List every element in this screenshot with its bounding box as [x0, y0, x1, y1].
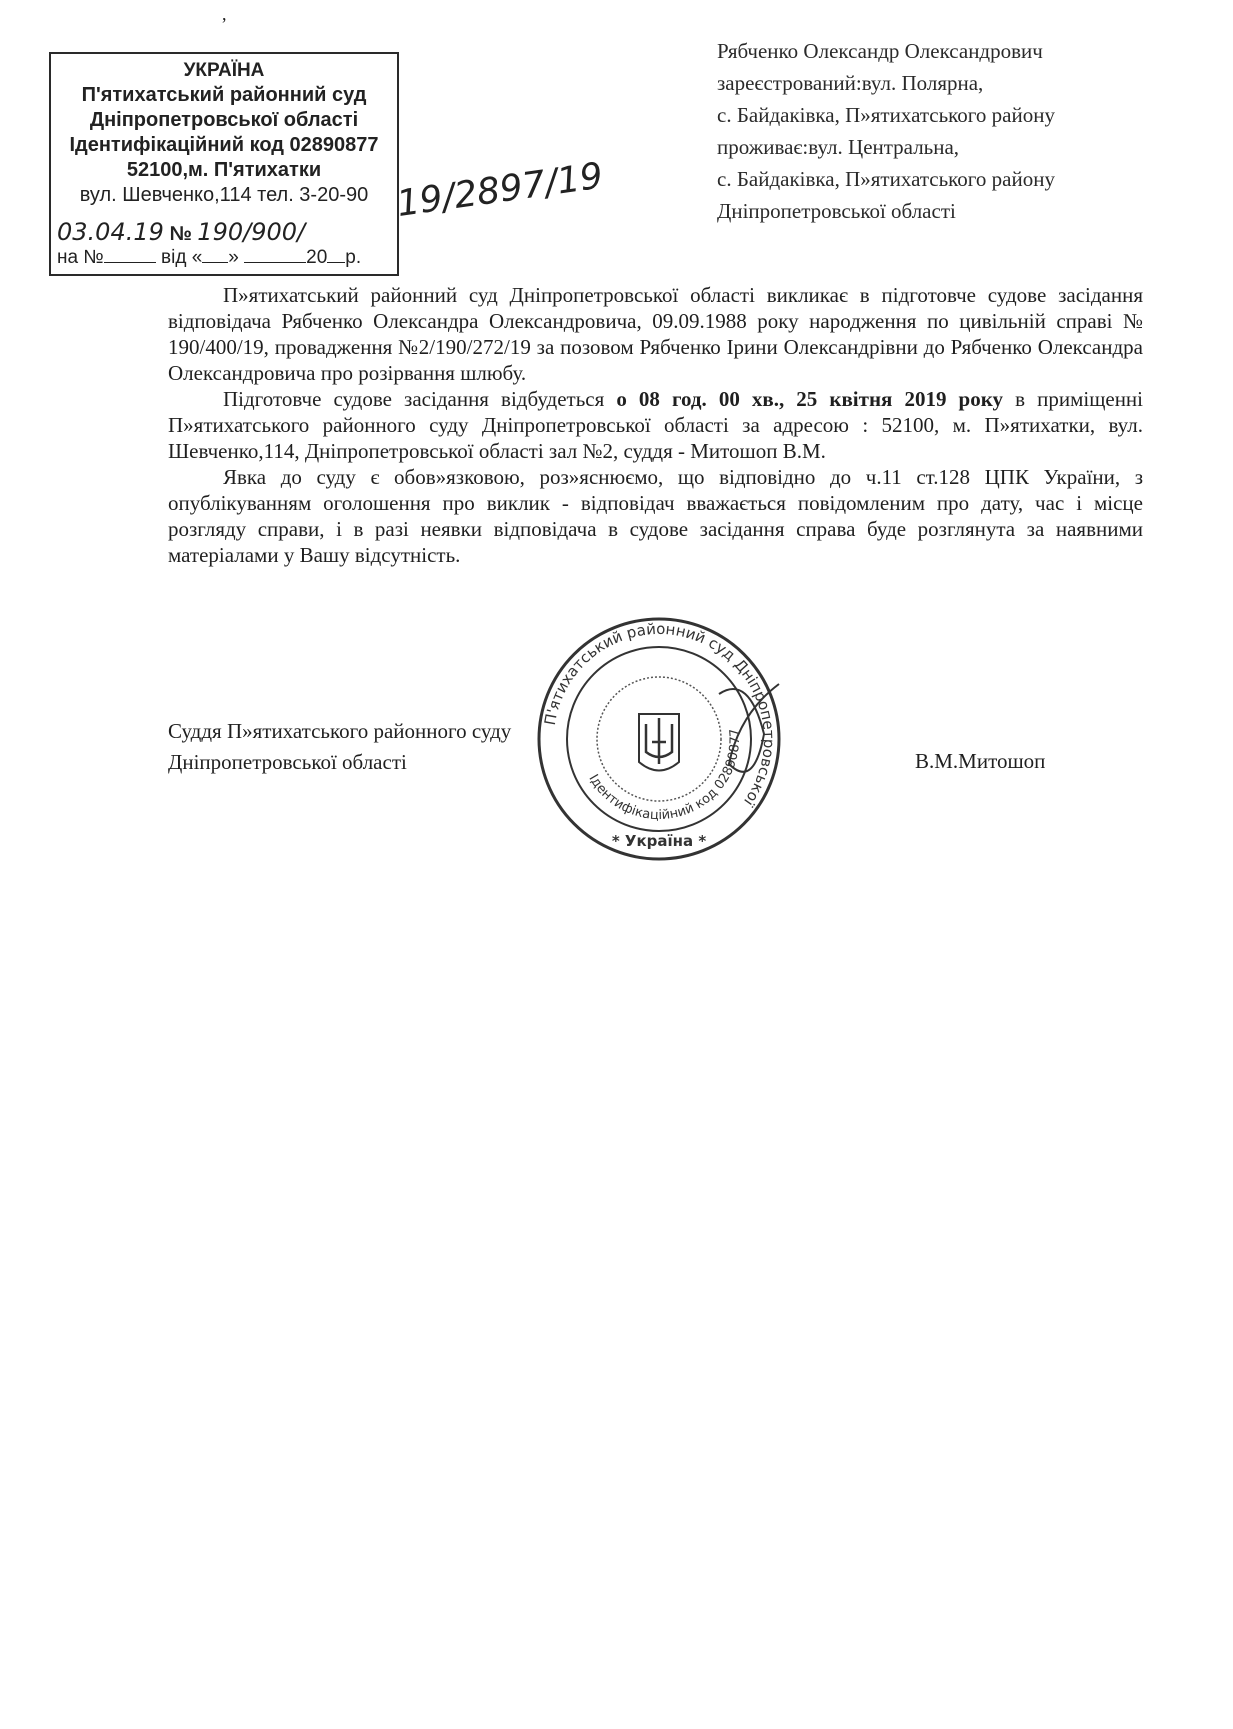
hearing-intro: Підготовче судове засідання відбудеться: [223, 387, 605, 411]
stamp-day-blank: [202, 246, 228, 263]
stamp-ref-quote: »: [228, 247, 239, 268]
stamp-ref-year: 20: [306, 247, 328, 268]
paragraph-summons: П»ятихатський районний суд Дніпропетровської області викликає в підготовче судове засідання відповідача Рябченко Олександра Олександровича, 09.09.1988 року народження по цивільній справі № 190/400/19, провадження №2/190/272/19 за позовом Рябченко Ірини Олександрівни до Рябченко Олександра Олександровича про розірвання шлюбу.: [168, 283, 1143, 385]
addressee-region: Дніпропетровської області: [717, 199, 956, 223]
hearing-datetime: о 08 год. 00 хв., 25 квітня 2019 року: [616, 387, 1004, 411]
stamp-number-label: №: [169, 223, 192, 245]
addressee-block: [717, 35, 1217, 227]
addressee-residence-village: с. Байдаківка, П»ятихатського району: [717, 167, 1055, 191]
stamp-handwritten-number: 190/900/: [197, 218, 306, 246]
court-seal: [534, 614, 784, 864]
hearing-place: в приміщенні П»ятихатського районного суду Дніпропетровської області за адресою : 52100, м. П»ятихатки, вул. Шевченко,114, Дніпропетровської області зал №2, суддя - Митошоп В.М.: [168, 387, 1144, 463]
scan-mark: ,: [222, 4, 227, 24]
stamp-line-city: 52100,м. П'ятихатки: [126, 159, 322, 181]
summons-body: [168, 282, 1143, 568]
signatory-name: В.М.Митошоп: [915, 749, 1046, 773]
stamp-ref-year-suffix: р.: [345, 247, 362, 268]
seal-inner-text: Ідентифікаційний код 02890877: [585, 727, 744, 824]
stamp-line-code: Ідентифікаційний код 02890877: [69, 134, 379, 156]
stamp-reference-row: [57, 246, 361, 269]
addressee-name: Рябченко Олександр Олександрович: [717, 39, 1043, 63]
handwritten-number-continuation: 19/2897/19: [394, 155, 606, 225]
stamp-ref-prefix: на №: [57, 247, 104, 268]
addressee-residence: проживає:вул. Центральна,: [717, 135, 960, 159]
addressee-registered: зареєстрований:вул. Полярна,: [717, 71, 984, 95]
paragraph-attendance: Явка до суду є обов»язковою, роз»яснюємо, що відповідно до ч.11 ст.128 ЦПК України, з опублікуванням оголошення про виклик - відповідач вважається повідомленим про дату, час і місце розгляду справи, і в разі неявки відповідача в судове засідання справа буде розглянута за наявними матеріалами у Вашу відсутність.: [168, 465, 1143, 567]
seal-outer-text: П'ятихатський районний суд Дніпропетровської: [540, 619, 779, 810]
seal-bottom-text: * Україна *: [611, 832, 707, 850]
stamp-line-street: вул. Шевченко,114 тел. 3-20-90: [79, 184, 369, 206]
stamp-ref-blank: [104, 246, 156, 263]
stamp-month-blank: [244, 246, 306, 263]
signature-title-line2: Дніпропетровської області: [168, 750, 407, 774]
stamp-year-blank: [327, 246, 345, 263]
stamp-line-country: УКРАЇНА: [183, 60, 265, 81]
trident-icon: [639, 714, 679, 771]
stamp-handwritten-date: 03.04.19: [57, 218, 164, 246]
addressee-registered-village: с. Байдаківка, П»ятихатського району: [717, 103, 1055, 127]
stamp-line-court: П'ятихатський районний суд: [81, 84, 367, 106]
stamp-line-region: Дніпропетровської області: [89, 109, 359, 131]
paragraph-hearing: [168, 386, 1143, 464]
stamp-registration-row: [57, 218, 305, 246]
signature-title-line1: Суддя П»ятихатського районного суду: [168, 719, 512, 743]
signature-title: [168, 716, 511, 778]
registration-stamp: [49, 52, 399, 276]
stamp-ref-from: від «: [161, 247, 203, 268]
